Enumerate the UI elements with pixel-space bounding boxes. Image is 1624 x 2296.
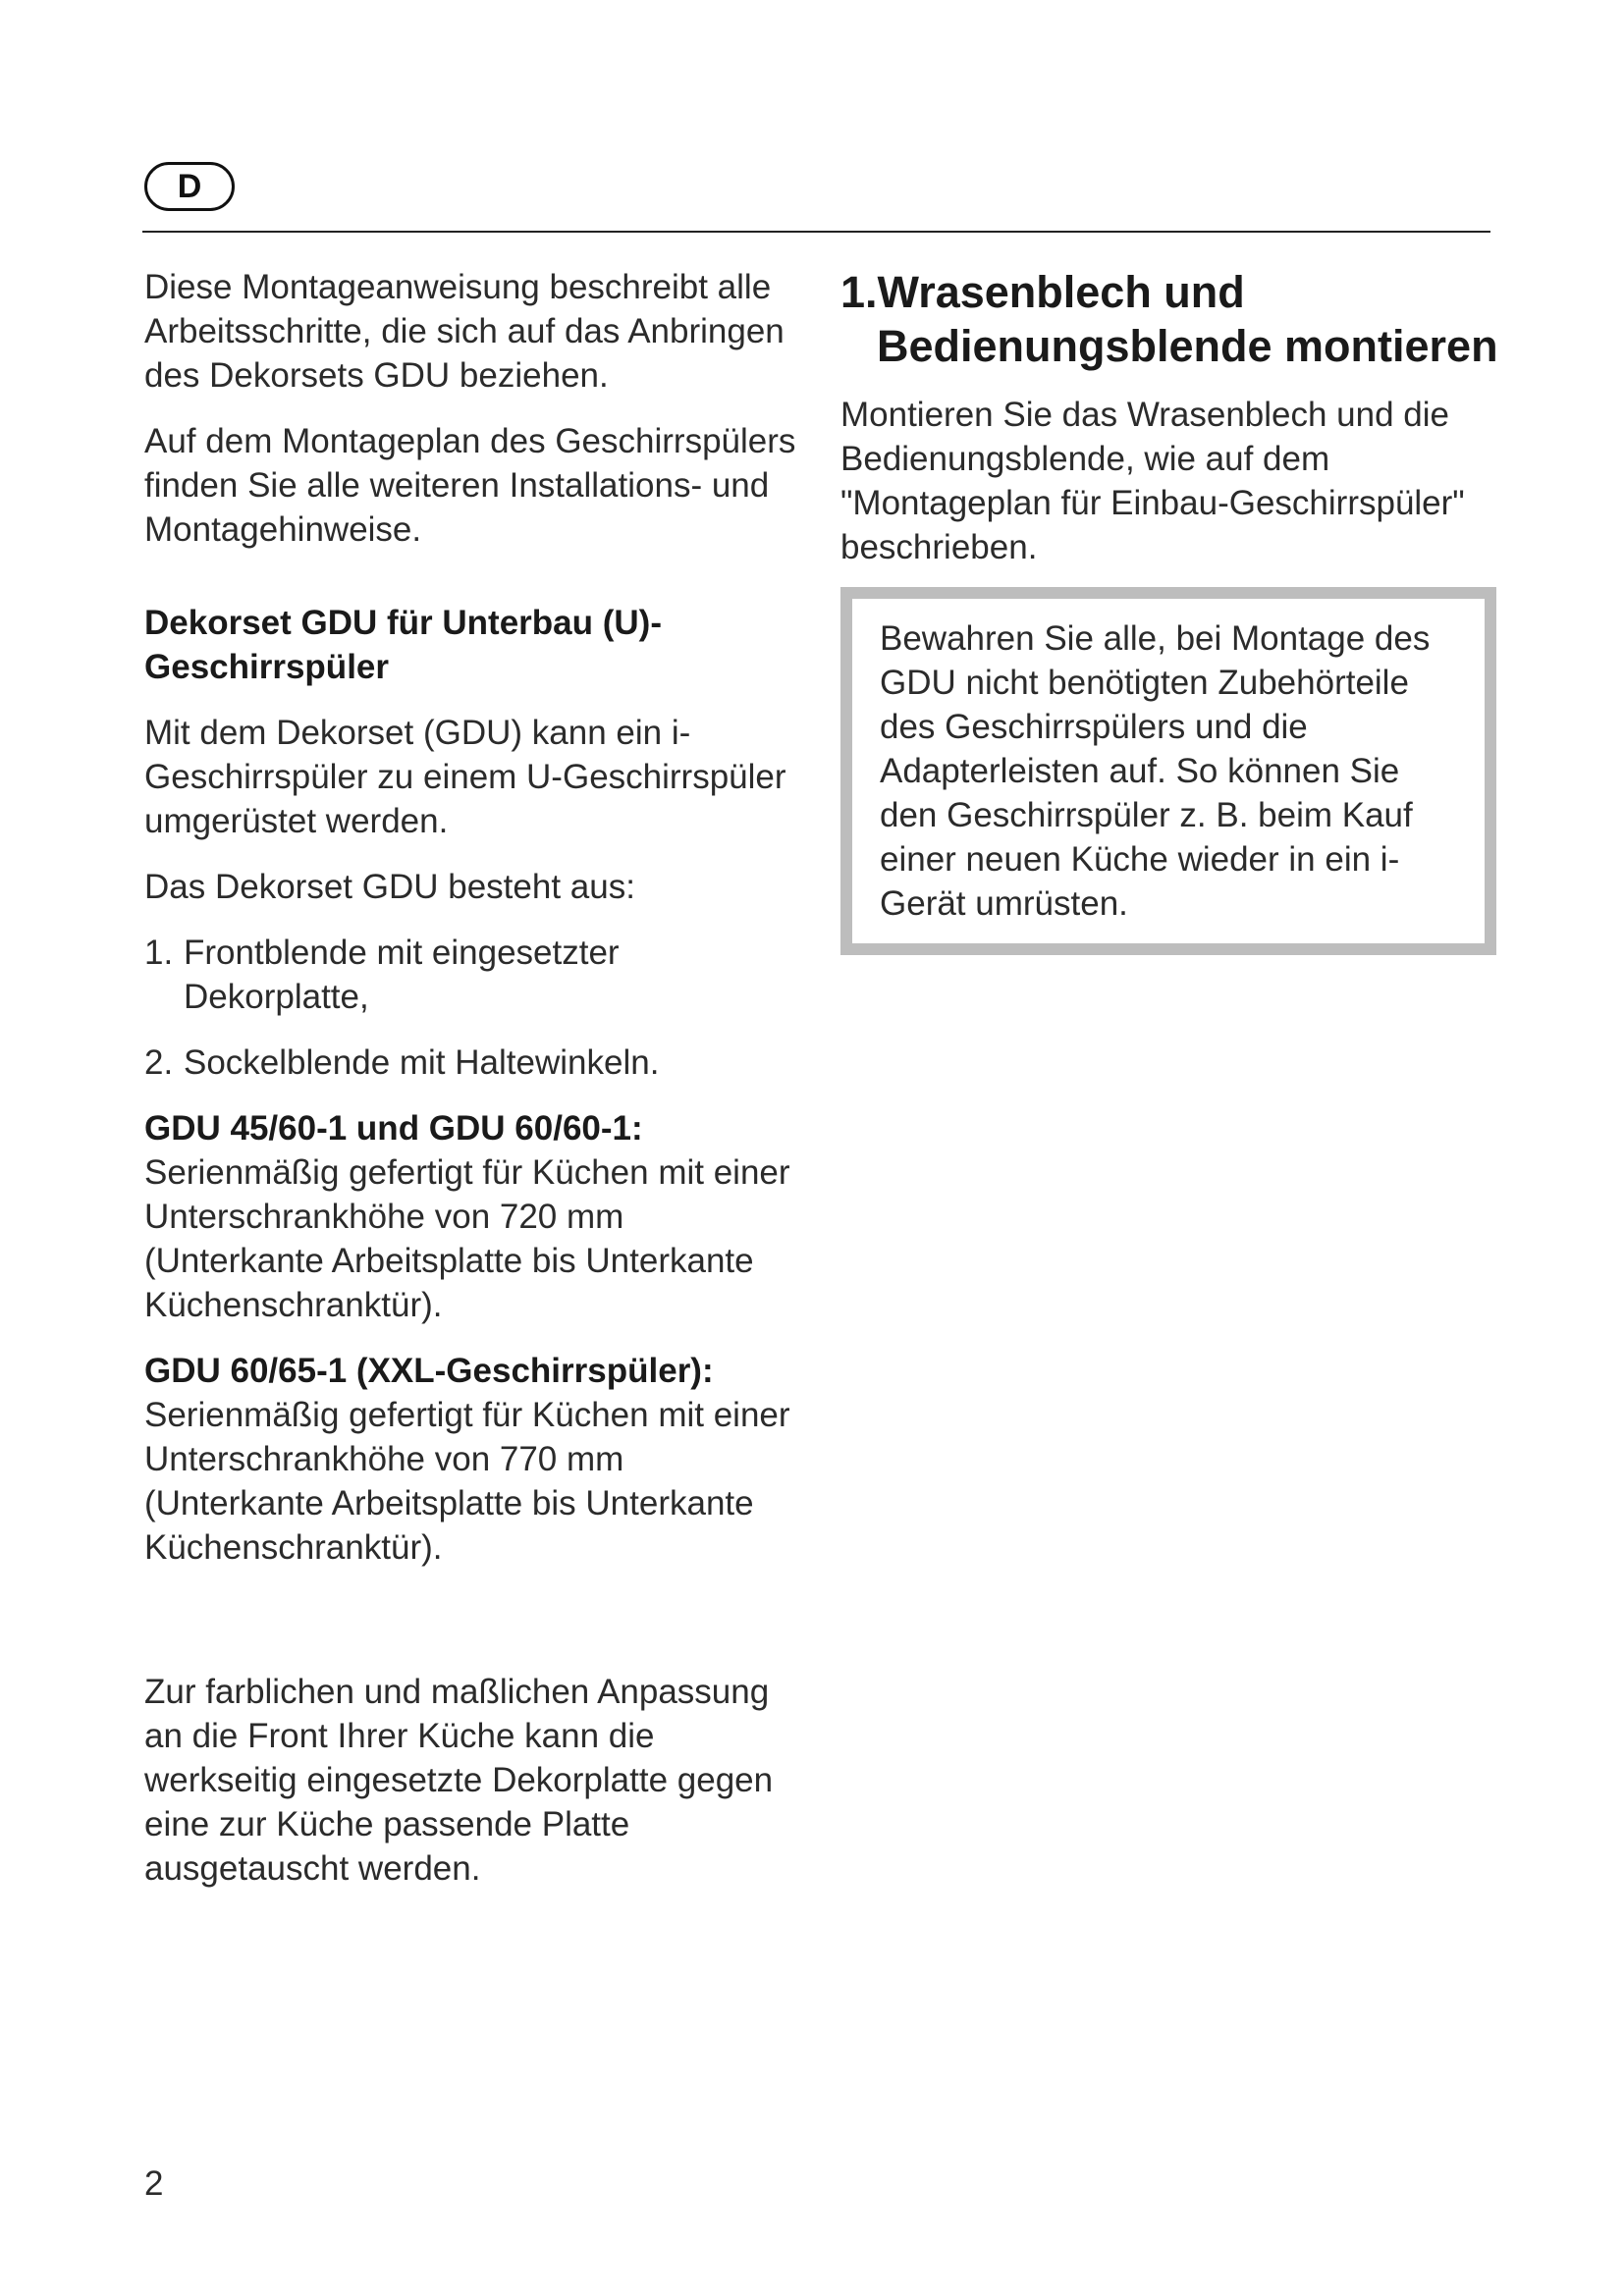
left-column <box>144 265 802 1891</box>
intro-paragraph-2: Auf dem Montageplan des Geschirrspülers finden Sie alle weiteren Installations- und Montagehinweise. <box>144 422 796 549</box>
model-label: GDU 45/60-1 und GDU 60/60-1: <box>144 1109 643 1148</box>
closing-paragraph: Zur farblichen und maßlichen Anpassung an die Front Ihrer Küche kann die werkseitig eingesetzte Dekorplatte gegen eine zur Küche passende Platte ausgetauscht werden. <box>144 1673 774 1888</box>
list-item <box>144 931 802 1019</box>
list-item <box>144 1041 802 1085</box>
page-number: 2 <box>144 2164 164 2203</box>
list-text: Frontblende mit eingesetzter Dekorplatte, <box>184 934 620 1016</box>
model-block-1 <box>144 1106 802 1327</box>
model-label: GDU 60/65-1 (XXL-Geschirrspüler): <box>144 1352 714 1390</box>
section-paragraph: Montieren Sie das Wrasenblech und die Bedienungsblende, wie auf dem "Montageplan für Einbau-Geschirrspüler" beschrieben. <box>840 396 1465 566</box>
note-text: Bewahren Sie alle, bei Montage des GDU nicht benötigten Zubehörteile des Geschirrspülers und die Adapterleisten auf. So können Sie den Geschirrspüler z. B. beim Kauf einer neuen Küche wieder in ein i-Gerät umrüsten. <box>880 619 1431 923</box>
section-heading: 1.Wrasenblech und Bedienungsblende montieren <box>840 267 1498 371</box>
intro-paragraph-1: Diese Montageanweisung beschreibt alle Arbeitsschritte, die sich auf das Anbringen des Dekorsets GDU beziehen. <box>144 268 785 395</box>
model-text: Serienmäßig gefertigt für Küchen mit einer Unterschrankhöhe von 720 mm (Unterkante Arbeitsplatte bis Unterkante Küchenschranktür). <box>144 1153 790 1324</box>
list-text: Sockelblende mit Haltewinkeln. <box>184 1043 660 1082</box>
language-badge: D <box>144 162 235 211</box>
components-list <box>144 931 802 1085</box>
description-paragraph: Mit dem Dekorset (GDU) kann ein i-Geschirrspüler zu einem U-Geschirrspüler umgerüstet werden. <box>144 714 786 840</box>
list-number: 1. <box>144 934 174 972</box>
list-number: 2. <box>144 1043 174 1082</box>
right-column <box>840 265 1498 955</box>
note-box <box>840 587 1496 955</box>
model-text: Serienmäßig gefertigt für Küchen mit einer Unterschrankhöhe von 770 mm (Unterkante Arbeitsplatte bis Unterkante Küchenschranktür). <box>144 1396 790 1567</box>
model-block-2 <box>144 1349 802 1570</box>
list-intro: Das Dekorset GDU besteht aus: <box>144 868 635 906</box>
section-subheading: Dekorset GDU für Unterbau (U)-Geschirrspüler <box>144 604 662 686</box>
header-divider <box>142 231 1490 233</box>
